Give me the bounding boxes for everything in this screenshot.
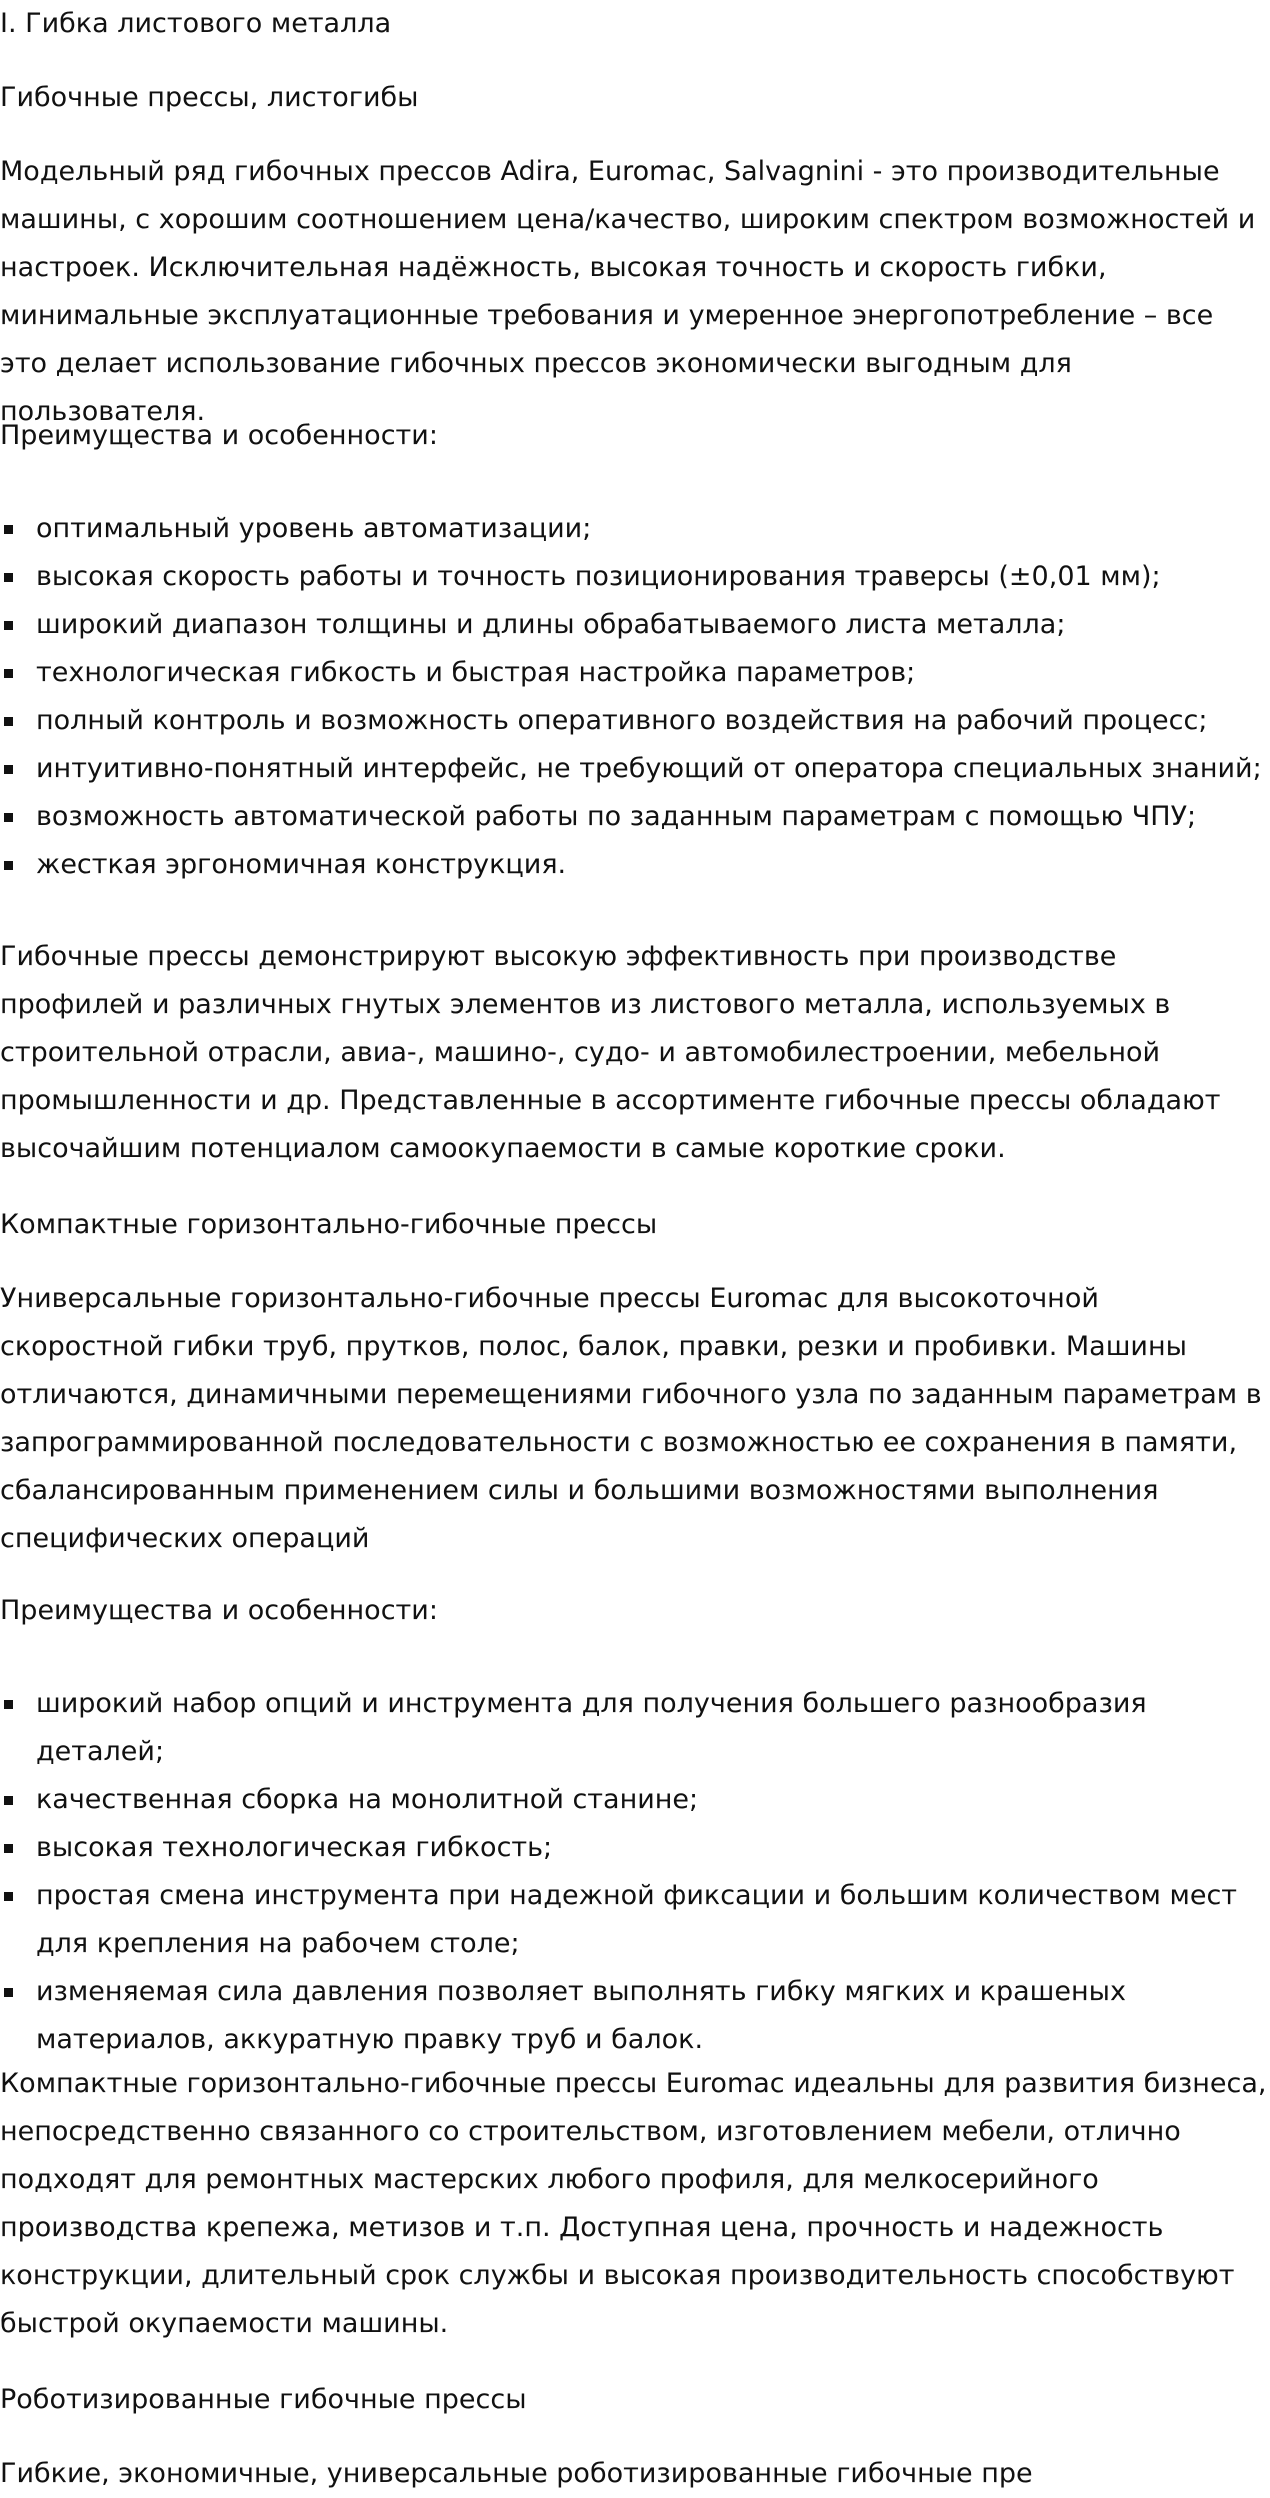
list-item: оптимальный уровень автоматизации; (0, 505, 1270, 553)
features-heading-horizontal-presses: Преимущества и особенности: (0, 1595, 438, 1626)
list-item: интуитивно-понятный интерфейс, не требующий от оператора специальных знаний; (0, 745, 1270, 793)
list-item: полный контроль и возможность оперативного воздействия на рабочий процесс; (0, 697, 1270, 745)
list-item: возможность автоматической работы по заданным параметрам с помощью ЧПУ; (0, 793, 1270, 841)
paragraph-bending-presses-applications: Гибочные прессы демонстрируют высокую эффективность при производстве профилей и различных гнутых элементов из листового металла, используемых в строительной отрасли, авиа-, машино-, судо- и автомобилестроении, мебельной промышленности и др. Представленные в ассортименте гибочные прессы обладают высочайшим потенциалом самоокупаемости в самые короткие сроки. (0, 941, 1221, 1164)
list-item: технологическая гибкость и быстрая настройка параметров; (0, 649, 1270, 697)
paragraph-robotic-presses-intro: Гибкие, экономичные, универсальные роботизированные гибочные пре (0, 2458, 1033, 2489)
section-heading-horizontal-presses: Компактные горизонтально-гибочные прессы (0, 1209, 658, 1240)
list-item: жесткая эргономичная конструкция. (0, 841, 1270, 889)
list-item: качественная сборка на монолитной станине; (0, 1776, 1270, 1824)
document-title: I. Гибка листового металла (0, 8, 392, 39)
section-heading-robotic-presses: Роботизированные гибочные прессы (0, 2384, 527, 2415)
paragraph-bending-presses-intro: Модельный ряд гибочных прессов Adira, Euromac, Salvagnini - это производительные машины, с хорошим соотношением цена/качество, широким спектром возможностей и настроек. Исключительная надёжность, высокая точность и скорость гибки, минимальные эксплуатационные требования и умеренное энергопотребление – все это делает использование гибочных прессов экономически выгодным для пользователя. (0, 156, 1256, 427)
features-heading-bending-presses: Преимущества и особенности: (0, 420, 438, 451)
list-item: широкий набор опций и инструмента для получения большего разнообразия деталей; (0, 1680, 1270, 1776)
features-list-horizontal-presses (0, 1680, 1270, 2064)
paragraph-horizontal-presses-intro: Универсальные горизонтально-гибочные прессы Euromac для высокоточной скоростной гибки труб, прутков, полос, балок, правки, резки и пробивки. Машины отличаются, динамичными перемещениями гибочного узла по заданным параметрам в запрограммированной последовательности с возможностью ее сохранения в памяти, сбалансированным применением силы и большими возможностями выполнения специфических операций (0, 1283, 1262, 1554)
section-heading-bending-presses: Гибочные прессы, листогибы (0, 82, 419, 113)
list-item: высокая технологическая гибкость; (0, 1824, 1270, 1872)
list-item: простая смена инструмента при надежной фиксации и большим количеством мест для крепления на рабочем столе; (0, 1872, 1270, 1968)
list-item: широкий диапазон толщины и длины обрабатываемого листа металла; (0, 601, 1270, 649)
list-item: изменяемая сила давления позволяет выполнять гибку мягких и крашеных материалов, аккуратную правку труб и балок. (0, 1968, 1270, 2064)
paragraph-horizontal-presses-benefits: Компактные горизонтально-гибочные прессы Euromac идеальны для развития бизнеса, непосредственно связанного со строительством, изготовлением мебели, отлично подходят для ремонтных мастерских любого профиля, для мелкосерийного производства крепежа, метизов и т.п. Доступная цена, прочность и надежность конструкции, длительный срок службы и высокая производительность способствуют быстрой окупаемости машины. (0, 2068, 1267, 2339)
list-item: высокая скорость работы и точность позиционирования траверсы (±0,01 мм); (0, 553, 1270, 601)
features-list-bending-presses (0, 505, 1270, 889)
